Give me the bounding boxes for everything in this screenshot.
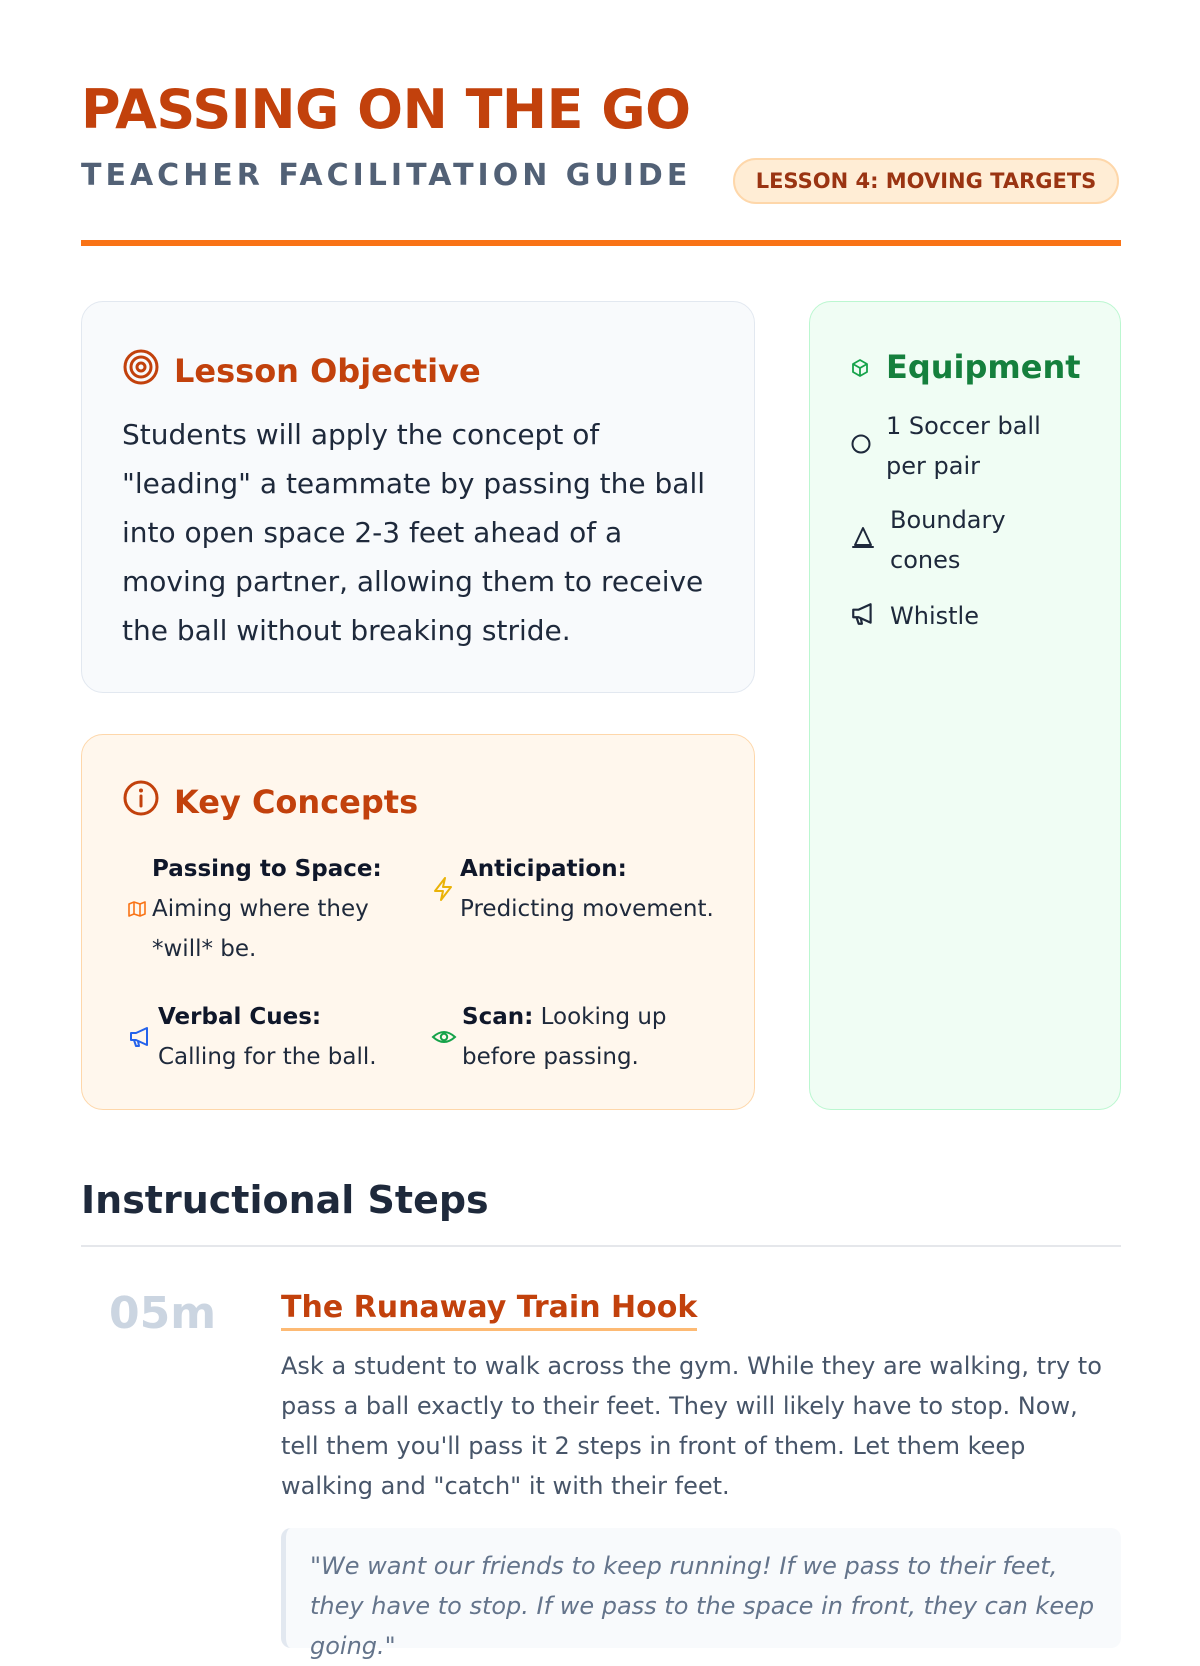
steps-divider <box>81 1245 1121 1247</box>
step-duration: 05m <box>109 1288 217 1339</box>
equipment-item-label: Whistle <box>890 602 979 630</box>
lesson-objective-heading-text: Lesson Objective <box>174 352 481 390</box>
concept-term: Passing to Space: <box>152 856 382 882</box>
step-description: Ask a student to walk across the gym. While they are walking, try to pass a ball exactly to their feet. They will likely have to stop. Now, tell them you'll pass it 2 steps in front of them. Let them keep walking and "catch" it with their feet. <box>281 1352 1102 1500</box>
key-concepts-heading-text: Key Concepts <box>174 783 419 821</box>
target-icon <box>122 348 160 394</box>
circle-icon <box>850 433 872 459</box>
key-concepts-card <box>81 734 755 1110</box>
concept-item <box>426 997 716 1077</box>
concept-desc: Looking up before passing. <box>462 1004 667 1070</box>
lesson-objective-heading <box>122 348 481 394</box>
equipment-heading <box>850 348 1081 386</box>
equipment-item <box>850 500 1020 580</box>
concept-item <box>122 997 412 1077</box>
megaphone-icon <box>850 602 876 630</box>
equipment-item <box>850 406 1056 486</box>
concept-term: Scan: <box>462 1004 534 1030</box>
concept-item <box>122 849 402 969</box>
page-title: PASSING ON THE GO <box>81 78 691 141</box>
equipment-item <box>850 596 979 636</box>
concept-desc: Predicting movement. <box>460 896 714 922</box>
step-quote: "We want our friends to keep running! If we pass to their feet, they have to stop. If we pass to the space in front, they can keep going." <box>281 1528 1121 1648</box>
lesson-badge: LESSON 4: MOVING TARGETS <box>733 158 1119 204</box>
concept-item <box>426 849 716 929</box>
concept-term: Anticipation: <box>460 856 627 882</box>
equipment-item-label: Boundary cones <box>890 506 1006 574</box>
cone-icon <box>850 525 876 555</box>
equipment-item-label: 1 Soccer ball per pair <box>886 412 1041 480</box>
instructional-steps-heading: Instructional Steps <box>81 1178 489 1222</box>
box-icon <box>850 348 870 386</box>
lesson-objective-text: Students will apply the concept of "leading" a teammate by passing the ball into open space 2-3 feet ahead of a moving partner, allowing them to receive the ball without breaking stride. <box>122 418 706 647</box>
equipment-card <box>809 301 1121 1110</box>
concept-term: Verbal Cues: <box>158 1004 322 1030</box>
equipment-heading-text: Equipment <box>886 348 1081 386</box>
lightning-icon <box>426 877 460 901</box>
header-divider <box>81 240 1121 246</box>
map-icon <box>122 901 152 917</box>
megaphone-icon <box>122 1026 158 1048</box>
concept-desc: Calling for the ball. <box>158 1044 377 1070</box>
page-subtitle: TEACHER FACILITATION GUIDE <box>81 158 692 193</box>
concept-desc: Aiming where they *will* be. <box>152 896 369 962</box>
key-concepts-heading <box>122 779 418 825</box>
step-title: The Runaway Train Hook <box>281 1290 697 1331</box>
lesson-objective-card <box>81 301 755 693</box>
info-icon <box>122 779 160 825</box>
eye-icon <box>426 1028 462 1046</box>
